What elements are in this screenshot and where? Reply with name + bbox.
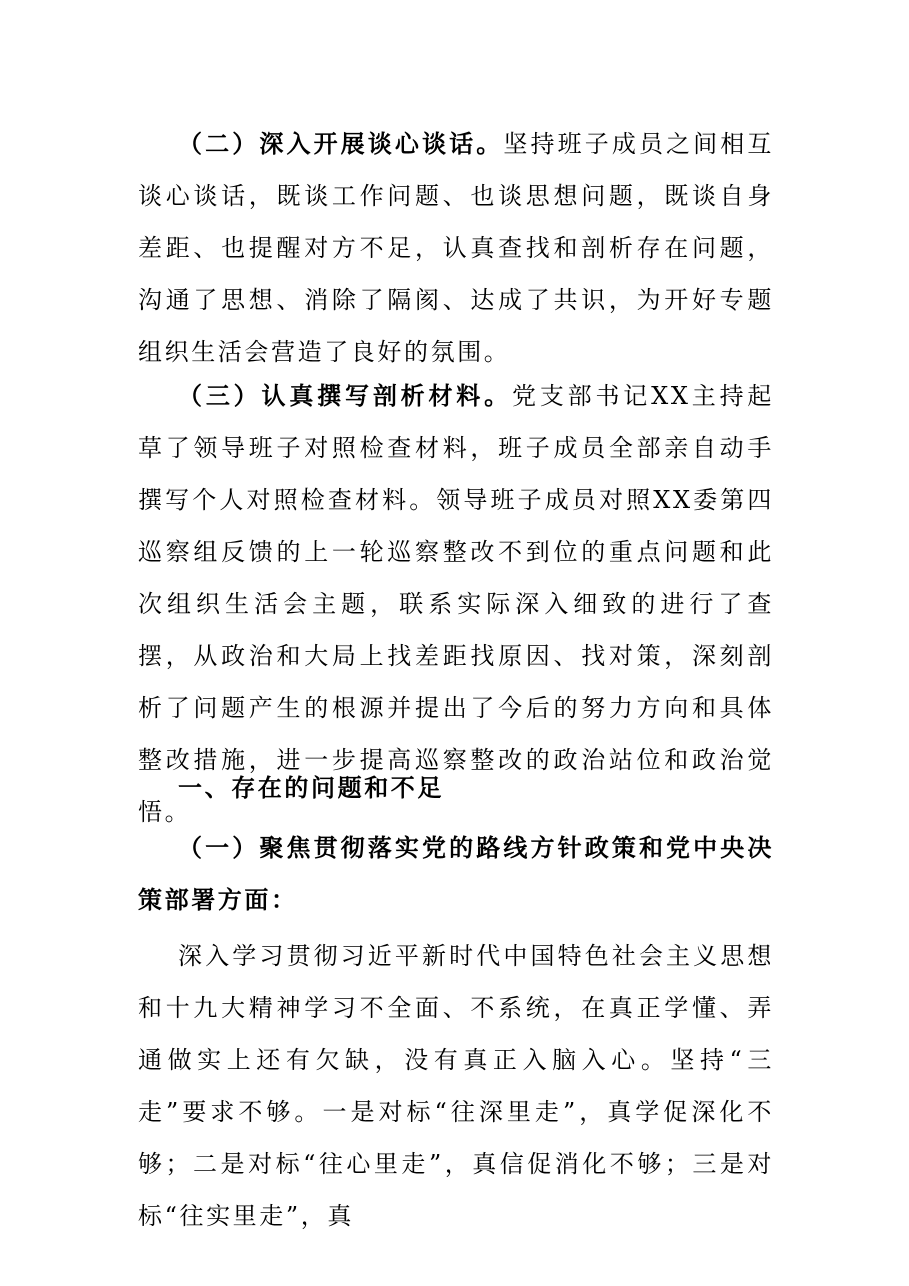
paragraph-study — [138, 930, 774, 1242]
paragraph-lead: （三）认真撰写剖析材料。 — [178, 382, 512, 410]
paragraph-lead: （二）深入开展谈心谈话。 — [178, 130, 504, 158]
paragraph-body: 坚持班子成员之间相互谈心谈话，既谈工作问题、也谈思想问题，既谈自身差距、也提醒对方不足，认真查找和剖析存在问题，沟通了思想、消除了隔阂、达成了共识，为开好专题组织生活会营造了良好的氛围。 — [138, 130, 775, 366]
paragraph-body: 深入学习贯彻习近平新时代中国特色社会主义思想和十九大精神学习不全面、不系统，在真正学懂、弄通做实上还有欠缺，没有真正入脑入心。坚持“三走”要求不够。一是对标“往深里走”，真学促深化不够；二是对标“往心里走”，真信促消化不够；三是对标“往实里走”，真 — [138, 942, 774, 1230]
paragraph-body: 党支部书记XX主持起草了领导班子对照检查材料，班子成员全部亲自动手撰写个人对照检查材料。领导班子成员对照XX委第四巡察组反馈的上一轮巡察整改不到位的重点问题和此次组织生活会主题，联系实际深入细致的进行了查摆，从政治和大局上找差距找原因、找对策，深刻剖析了问题产生的根源并提出了今后的努力方向和具体整改措施，进一步提高巡察整改的政治站位和政治觉悟。 — [138, 382, 775, 826]
subsection-heading: （一）聚焦贯彻落实党的路线方针政策和党中央决策部署方面： — [138, 834, 774, 914]
paragraph-talks — [138, 118, 774, 378]
section-heading: 一、存在的问题和不足 — [178, 774, 444, 802]
